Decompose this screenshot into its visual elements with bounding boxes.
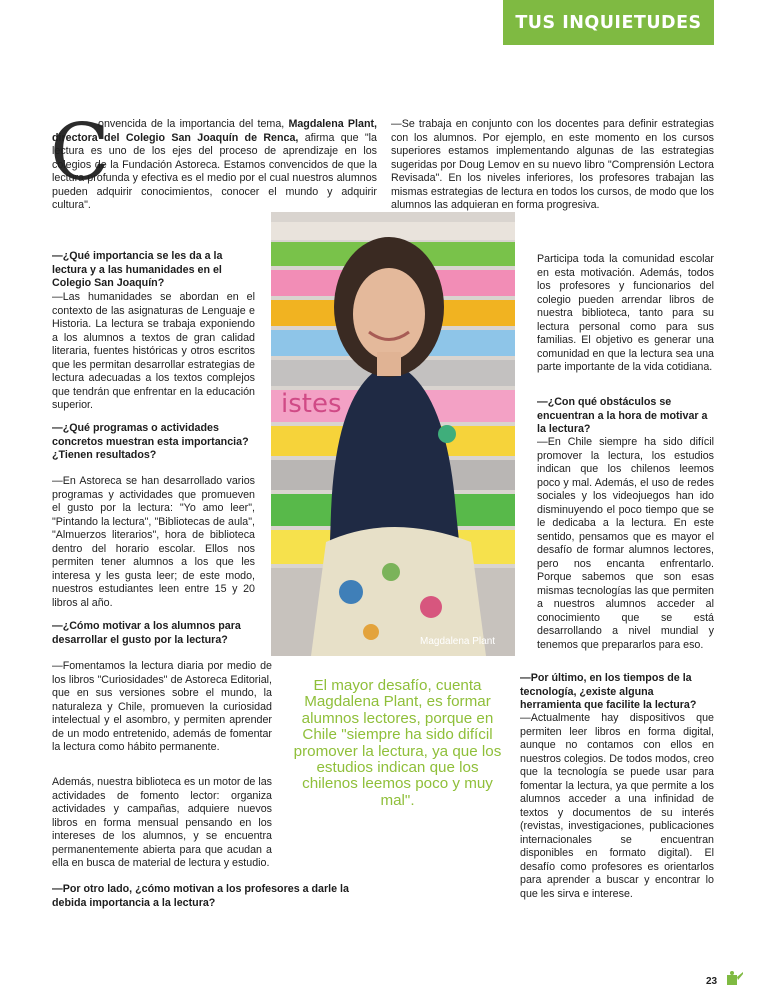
portrait-illustration xyxy=(271,212,515,656)
answer-5: —En Chile siempre ha sido difícil promover la lectura, los estudios indican que los chilenos leemos poco y mal. Además, el uso de redes sociales y los videojuegos han ido disminuyendo el poco tiempo que se le dedicaba a la lectura. En este sentido, pensamos que es mayor el desafío de formar alumnos lectores, pero nos encanta enfrentarlo. Porque sabemos que son esas mismas tecnologías las que permiten a nuestros alumnos acceder al conocimiento que se está desarrollando a nivel mundial y tenemos que prepararlos para eso. xyxy=(537,436,714,651)
question-3: —¿Cómo motivar a los alumnos para desarrollar el gusto por la lectura? xyxy=(52,620,241,646)
section-tab xyxy=(503,0,714,45)
intro-paragraph xyxy=(50,108,377,213)
drop-cap: C xyxy=(50,108,110,198)
answer-4: —Se trabaja en conjunto con los docentes para definir estrategias con los alumnos. Por ejemplo, en este momento en los cursos superiores estamos implementando algunas de las estrategias sugeridas por Doug Lemov en su nuevo libro "Comprensión Lectora Revisada". En los niveles inferiores, los profesores trabajan las mismas estrategias de lectura en todos los cursos, de modo que los alumnos las adquieran en forma progresiva. xyxy=(391,118,714,211)
section-label: TUS INQUIETUDES xyxy=(515,12,702,33)
question-6: —Por último, en los tiempos de la tecnología, ¿existe alguna herramienta que facilite la lectura? xyxy=(520,672,697,711)
answer-4b: Participa toda la comunidad escolar en esta motivación. Además, todos los profesores y funcionarios del colegio pueden arrendar libros de nuestra biblioteca, tanto para su lectura personal como para sus familias. El objetivo es generar una comunidad en que la lectura sea una parte importante de la vida cotidiana. xyxy=(537,253,714,373)
watering-can-icon xyxy=(724,969,744,987)
intro-text-1: onvencida de la importancia del tema, xyxy=(98,118,289,130)
pull-quote: El mayor desafío, cuenta Magdalena Plant, es formar alumnos lectores, porque en Chile "siempre ha sido difícil promover la lectura, ya que los estudios indican que los chilenos leemos poco y muy mal". xyxy=(293,677,502,809)
answer-1: —Las humanidades se abordan en el contexto de las asignaturas de Lenguaje e Historia. La lectura se trabaja exponiendo a los alumnos a textos de gran calidad literaria, fuentes históricas y otros escritos que les permitan desarrollar estrategias de lectura adecuadas a los textos complejos que tendrán que enfrentar en la educación superior. xyxy=(52,291,255,411)
intro-text-2: afirma que "la lectura es uno de los ejes del proceso de aprendizaje en los colegios de la Fundación Astoreca. Estamos convencidos de que la lectura profunda y efectiva es el medio por el cual nuestros alumnos pueden adquirir conocimientos, conocer el mundo y adquirir cultura". xyxy=(52,131,377,211)
page-number: 23 xyxy=(706,976,718,987)
answer-3b: Además, nuestra biblioteca es un motor de las actividades de fomento lector: organiza actividades y campañas, adquiere nuevos libros en forma mensual pensando en los intereses de los alumnos, y se encuentra permanentemente abierta para que acudan a ella en busca de material de lectura y estudio. xyxy=(52,776,272,869)
intro-name: Magdalena Plant, directora del Colegio San Joaquín de Renca, xyxy=(52,118,377,144)
answer-6: —Actualmente hay dispositivos que permiten leer libros en forma digital, aunque no contamos con ellos en nuestros colegios. De todos modos, creo que la tecnología se puede usar para fomentar la lectura, ya que permite a los alumnos acceder a una infinidad de textos y documentos de su interés (revistas, investigaciones, publicaciones internacionales se encuentran disponibles en formato digital). El desafío como profesores es orientarlos para aprender a buscar y encontrar lo que les sirva e interese. xyxy=(520,712,714,900)
question-2: —¿Qué programas o actividades concretos muestran esta importancia? ¿Tienen resultados? xyxy=(52,422,249,461)
svg-text:istes: istes xyxy=(281,389,342,419)
answer-3: —Fomentamos la lectura diaria por medio de los libros "Curiosidades" de Astoreca Editorial, que en sus versiones sobre el mundo, la naturaleza y Chile, promueven la curiosidad intelectual y el asombro, y permiten aprender de un modo entretenido, además de fomentar la lectura como hábito permanente. xyxy=(52,660,272,753)
question-1: —¿Qué importancia se les da a la lectura y a las humanidades en el Colegio San Joaquín? xyxy=(52,250,223,289)
photo-caption: Magdalena Plant xyxy=(420,636,496,647)
answer-2: —En Astoreca se han desarrollado varios programas y actividades que promueven el gusto por la lectura: "Yo amo leer", "Pintando la lectura", "Bibliotecas de aula", "Almuerzos literarios", hora de biblioteca dentro del horario escolar. Ellos nos permiten tener alumnos a los que les interesa y les gusta leer; de este modo, nuestros estudiantes leen entre 15 y 20 libros al año. xyxy=(52,475,255,609)
question-5: —¿Con qué obstáculos se encuentran a la hora de motivar a la lectura? xyxy=(537,396,708,435)
portrait-photo xyxy=(271,212,515,656)
question-4: —Por otro lado, ¿cómo motivan a los profesores a darle la debida importancia a la lectura? xyxy=(52,883,349,909)
